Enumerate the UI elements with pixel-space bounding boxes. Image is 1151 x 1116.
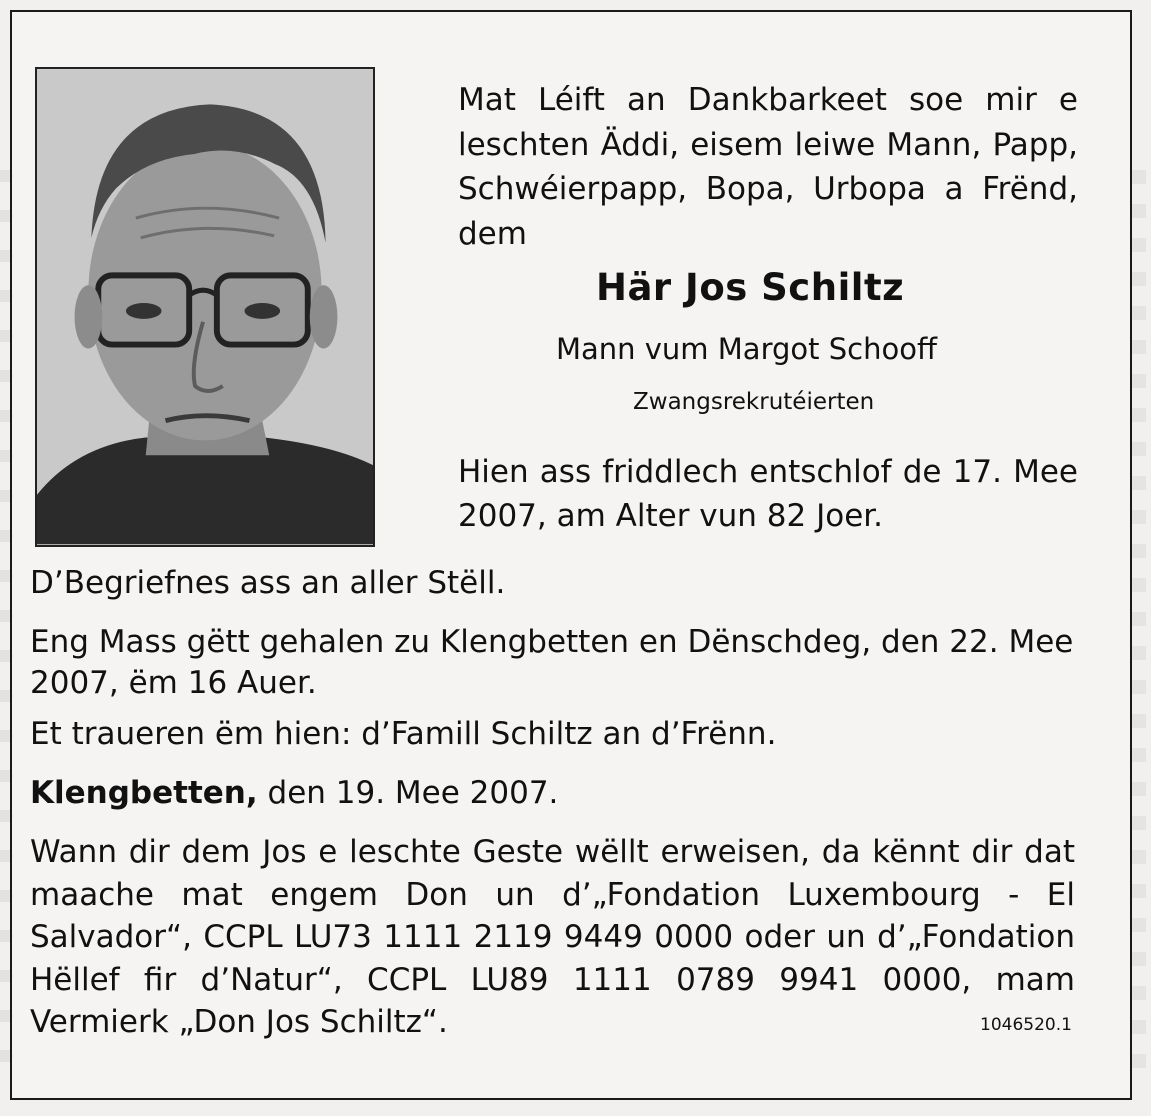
portrait-illustration [37,69,373,545]
portrait-photo [35,67,375,547]
mourners-paragraph: Et traueren ëm hien: d’Famill Schiltz an d’Frënn. [30,716,777,752]
place-name: Klengbetten, [30,775,258,811]
place-date-line [30,773,1075,814]
status-line: Zwangsrekrutéierten [633,389,875,415]
donation-paragraph: Wann dir dem Jos e leschte Geste wëllt erweisen, da kënnt dir dat maache mat engem Don un d’„Fondation Luxembourg - El Salvador“, CCPL LU73 1111 2119 9449 0000 oder un d’„Fondation Hëllef fir d’Natur“, CCPL LU89 1111 0789 9941 0000, mam Vermierk „Don Jos Schiltz“. [30,834,1075,1040]
mass-paragraph: Eng Mass gëtt gehalen zu Klengbetten en Dënschdeg, den 22. Mee 2007, ëm 16 Auer. [30,624,1074,701]
intro-text: Mat Léift an Dankbarkeet soe mir e leschten Äddi, eisem leiwe Mann, Papp, Schwéierpapp, Bopa, Urbopa a Frënd, dem [458,82,1078,252]
notice-date: den 19. Mee 2007. [267,775,559,811]
spouse-line: Mann vum Margot Schooff [556,332,937,366]
deceased-name: Här Jos Schiltz [596,266,905,309]
burial-paragraph: D’Begriefnes ass an aller Stëll. [30,565,506,601]
death-notice: Hien ass friddlech entschlof de 17. Mee 2007, am Alter vun 82 Joer. [458,454,1078,534]
reference-number: 1046520.1 [980,1015,1072,1035]
